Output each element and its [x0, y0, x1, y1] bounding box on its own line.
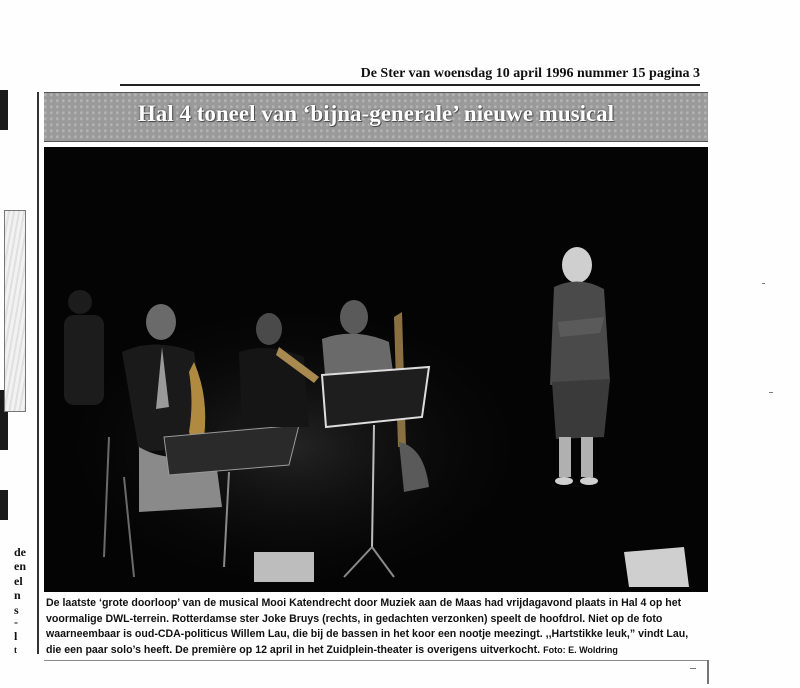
- page-masthead: De Ster van woensdag 10 april 1996 nummer 15 pagina 3: [360, 66, 700, 81]
- fragment-text: en: [14, 559, 26, 573]
- caption-line-last: [46, 643, 710, 659]
- fragment-text: s: [14, 603, 19, 617]
- neighbouring-article-fragment: [0, 90, 38, 660]
- left-edge-bar: [0, 490, 8, 520]
- caption-line: De laatste ‘grote doorloop’ van de musical Mooi Katendrecht door Muziek aan de Maas had vrijdagavond plaats in Hal 4 op het: [46, 597, 682, 609]
- column-rule: [37, 92, 39, 654]
- article-headline: Hal 4 toneel van ‘bijna-generale’ nieuwe musical: [137, 101, 615, 126]
- left-edge-bar: [0, 90, 8, 130]
- fragment-text: t: [14, 645, 17, 655]
- photo-credit: Foto: E. Woldring: [543, 644, 618, 655]
- fragment-text: el: [14, 574, 23, 588]
- neighbouring-photo-fragment: [4, 210, 26, 412]
- fragment-text: -: [14, 615, 18, 629]
- photo-caption: [46, 596, 710, 658]
- caption-line: waarneembaar is oud-CDA-politicus Willem Lau, die bij de bassen in het koor een nootje meezingt. ,,Hartstikke leuk,” vindt Lau,: [46, 628, 689, 640]
- article-photo: [44, 147, 708, 592]
- bottom-corner-tick: [707, 660, 709, 684]
- scan-speck: [690, 668, 696, 669]
- scan-speck: [762, 283, 765, 284]
- floor-paper: [624, 547, 689, 587]
- fragment-text: n: [14, 588, 21, 602]
- masthead-rule: [120, 84, 700, 86]
- caption-line: die een paar solo’s heeft. De première op 12 april in het Zuidplein-theater is overigens uitverkocht.: [46, 643, 541, 656]
- rehearsal-photo-illustration: [44, 147, 708, 592]
- bottom-rule: [44, 660, 708, 661]
- fragment-text: l: [14, 629, 18, 643]
- caption-line: voormalige DWL-terrein. Rotterdamse ster Joke Bruys (rechts, in gedachten verzonken) speelt de hoofdrol. Niet op de foto: [46, 612, 663, 625]
- fragment-text: de: [14, 545, 26, 559]
- scan-speck: [769, 392, 773, 393]
- headline-band: [44, 92, 708, 142]
